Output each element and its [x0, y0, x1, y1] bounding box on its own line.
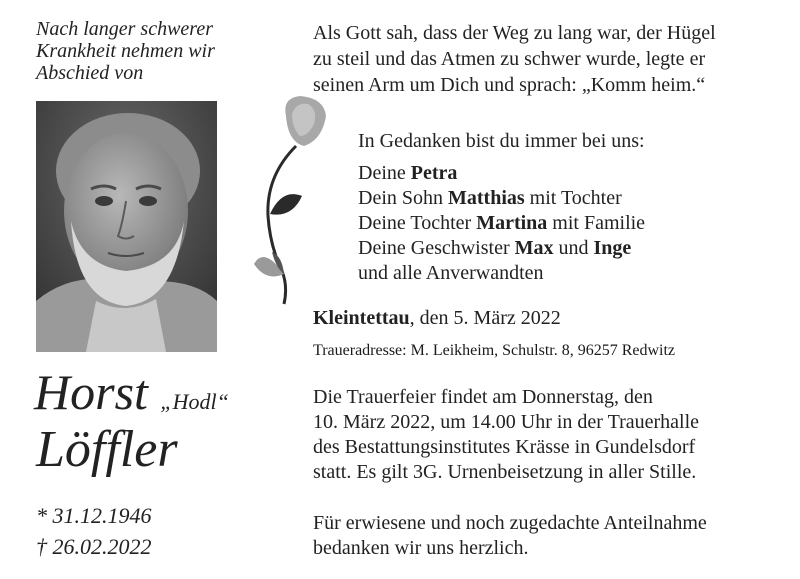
death-date: † 26.02.2022 [36, 534, 152, 559]
family-item [358, 236, 645, 261]
portrait-photo [36, 101, 217, 352]
thanks-line-2: bedanken wir uns herzlich. [313, 537, 529, 559]
service-line-4: statt. Es gilt 3G. Urnenbeisetzung in aller Stille. [313, 461, 697, 483]
first-name: Horst [34, 364, 148, 420]
family-item [358, 186, 645, 211]
town: Kleintettau [313, 307, 410, 329]
thanks-line-1: Für erwiesene und noch zugedachte Anteilnahme [313, 512, 707, 534]
family-name: Max [514, 237, 554, 259]
family-suffix: mit Tochter [524, 187, 622, 209]
place-date [313, 307, 561, 330]
service-line-3: des Bestattungsinstitutes Krässe in Gundelsdorf [313, 436, 696, 458]
funeral-service-info [313, 385, 699, 485]
life-dates [36, 500, 152, 562]
nickname: „Hodl“ [160, 389, 229, 414]
family-relation: Deine Tochter [358, 212, 477, 234]
family-name: Matthias [448, 187, 525, 209]
family-relation: Deine Geschwister [358, 237, 515, 259]
intro-line-2: Krankheit nehmen wir [36, 40, 215, 62]
intro-line-3: Abschied von [36, 62, 144, 84]
thanks-text [313, 511, 707, 561]
poem-line-1: Als Gott sah, dass der Weg zu lang war, der Hügel [313, 22, 716, 44]
thoughts-line: In Gedanken bist du immer bei uns: [358, 130, 645, 152]
family-connector: und [553, 237, 594, 259]
family-name: Petra [410, 162, 458, 184]
family-list [358, 161, 645, 286]
intro-text [36, 18, 276, 84]
portrait-image [36, 101, 217, 352]
service-line-2: 10. März 2022, um 14.00 Uhr in der Trauerhalle [313, 411, 700, 433]
date: , den 5. März 2022 [409, 307, 561, 329]
mourning-address: Traueradresse: M. Leikheim, Schulstr. 8, 96257 Redwitz [313, 342, 676, 359]
poem-line-3: seinen Arm um Dich und sprach: „Komm heim.“ [313, 74, 706, 96]
birth-date: * 31.12.1946 [36, 503, 152, 528]
deceased-first-name-line [34, 366, 229, 428]
family-name: Martina [476, 212, 548, 234]
family-relation: Dein Sohn [358, 187, 448, 209]
intro-line-1: Nach langer schwerer [36, 18, 214, 40]
rose-icon [252, 96, 332, 306]
family-item [358, 161, 645, 186]
family-item [358, 211, 645, 236]
family-suffix: mit Familie [547, 212, 646, 234]
poem [313, 20, 783, 98]
deceased-last-name: Löffler [36, 421, 178, 478]
poem-line-2: zu steil und das Atmen zu schwer wurde, legte er [313, 48, 706, 70]
family-relation: Deine [358, 162, 411, 184]
family-name: Inge [593, 237, 632, 259]
family-item: und alle Anverwandten [358, 262, 544, 284]
service-line-1: Die Trauerfeier findet am Donnerstag, den [313, 386, 653, 408]
